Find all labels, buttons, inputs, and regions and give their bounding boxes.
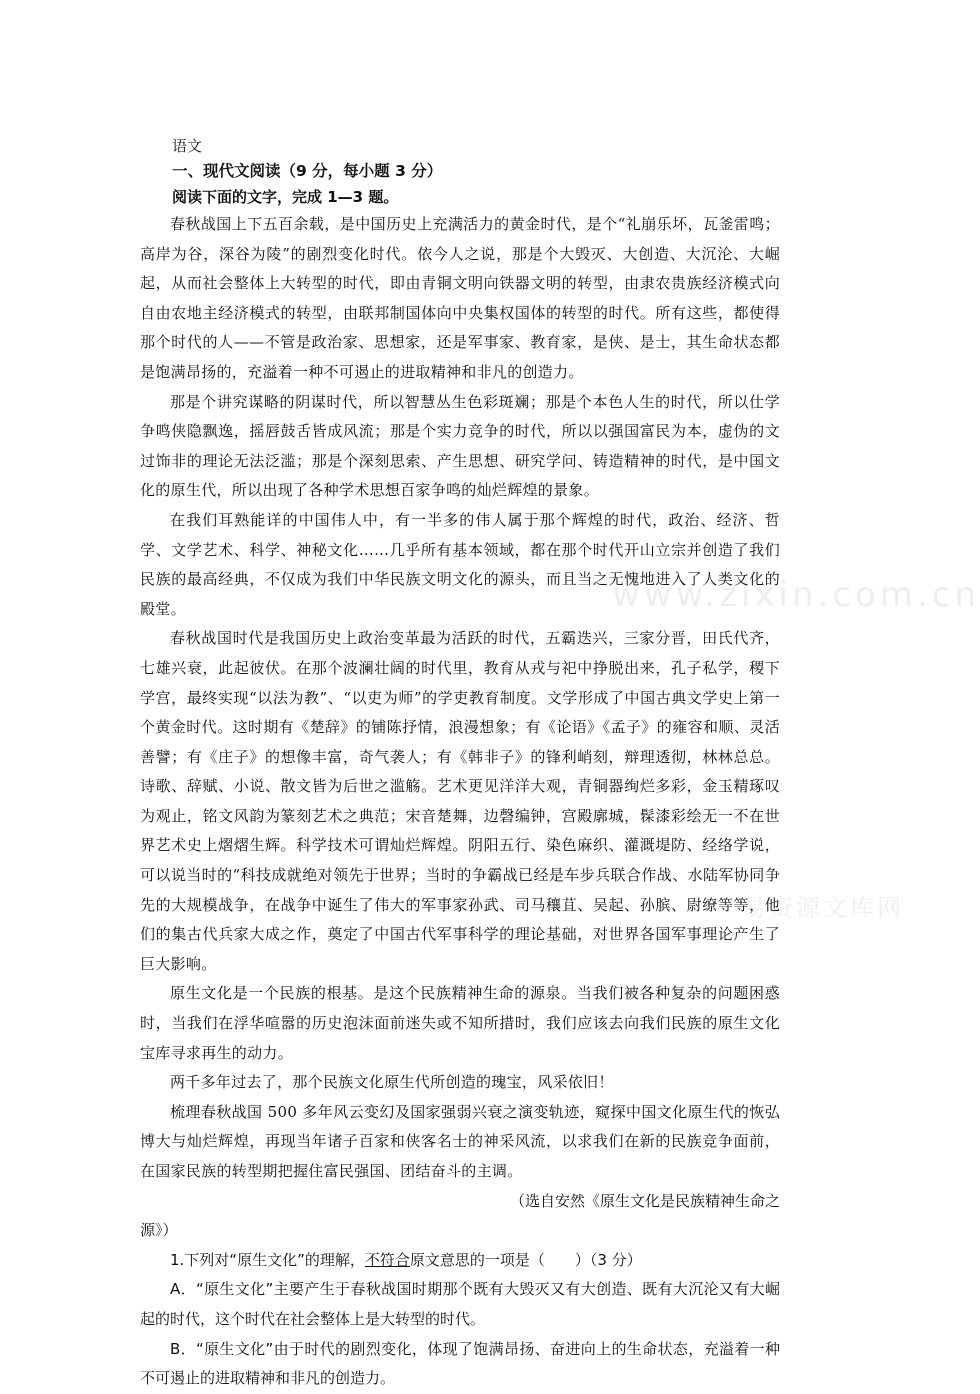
article-paragraph-5: 原生文化是一个民族的根基。是这个民族精神生命的源泉。当我们被各种复杂的问题困惑时，当我们在浮华喧嚣的历史泡沫面前迷失或不知所措时，我们应该去向我们民族的原生文化宝库寻求再生的动力。	[140, 984, 780, 1062]
article-paragraph-1: 春秋战国上下五百余载，是中国历史上充满活力的黄金时代，是个“礼崩乐坏，瓦釜雷鸣；高岸为谷，深谷为陵”的剧烈变化时代。依今人之说，那是个大毁灭、大创造、大沉沦、大崛起，从而社会整体上大转型的时代，即由青铜文明向铁器文明的转型，由隶农贵族经济模式向自由农地主经济模式的转型，由联邦制国体向中央集权国体的转型的时代。所有这些，都使得那个时代的人——不管是政治家、思想家，还是军事家、教育家，是侠、是士，其生命状态都是饱满昂扬的，充溢着一种不可遏止的进取精神和非凡的创造力。	[140, 215, 780, 381]
question-1-option-b: B．“原生文化”由于时代的剧烈变化，体现了饱满昂扬、奋进向上的生命状态，充溢着一种不可遏止的进取精神和非凡的创造力。	[140, 1339, 780, 1388]
article-paragraph-6: 两千多年过去了，那个民族文化原生代所创造的瑰宝，风采依旧！	[170, 1073, 614, 1092]
watermark-text: www.zixin.com.cn	[612, 575, 980, 615]
question-1-emphasis: 不符合	[364, 1250, 410, 1269]
article-paragraph-7: 梳理春秋战国 500 多年风云变幻及国家强弱兴衰之演变轨迹，窥探中国文化原生代的恢弘博大与灿烂辉煌，再现当年诸子百家和侠客名士的神采风流，以求我们在新的民族竞争面前，在国家民族的转型期把握住富民强国、团结奋斗的主调。	[140, 1102, 780, 1180]
question-1-stem-after: 原文意思的一项是（ ）（3 分）	[409, 1250, 642, 1269]
question-1-stem	[140, 1246, 780, 1276]
article-paragraph-2: 那是个讲究谋略的阴谋时代，所以智慧丛生色彩斑斓；那是个本色人生的时代，所以仕学争鸣侠隐飘逸，摇唇鼓舌皆成风流；那是个实力竞争的时代，所以以强国富民为本，虚伪的文过饰非的理论无法泛滥；那是个深刻思索、产生思想、研究学问、铸造精神的时代，是中国文化的原生代，所以出现了各种学术思想百家争鸣的灿烂辉煌的景象。	[140, 392, 780, 500]
question-1-option-a: A．“原生文化”主要产生于春秋战国时期那个既有大毁灭又有大创造、既有大沉沦又有大崛起的时代，这个时代在社会整体上是大转型的时代。	[140, 1280, 780, 1328]
subject-label: 语文	[172, 137, 203, 155]
article-paragraph-3: 在我们耳熟能详的中国伟人中，有一半多的伟人属于那个辉煌的时代，政治、经济、哲学、文学艺术、科学、神秘文化……几乎所有基本领域，都在那个时代开山立宗并创造了我们民族的最高经典，不仅成为我们中华民族文明文化的源头，而且当之无愧地进入了人类文化的殿堂。	[140, 510, 780, 618]
question-1-stem-before: 1.下列对“原生文化”的理解，	[170, 1250, 365, 1269]
reading-instruction: 阅读下面的文字，完成 1—3 题。	[172, 188, 399, 206]
watermark-text-secondary: 易资源文库网	[742, 894, 904, 922]
article-source: （选自安然《原生文化是民族精神生命之	[509, 1191, 780, 1210]
article-source-continued: 源》）	[140, 1221, 178, 1240]
document-page	[140, 134, 780, 1394]
article-paragraph-4: 春秋战国时代是我国历史上政治变革最为活跃的时代，五霸迭兴，三家分晋，田氏代齐，七雄兴衰，此起彼伏。在那个波澜壮阔的时代里，教育从戎与祀中挣脱出来，孔子私学，稷下学宫，最终实现“以法为教”、“以吏为师”的学吏教育制度。文学形成了中国古典文学史上第一个黄金时代。这时期有《楚辞》的铺陈抒情，浪漫想象；有《论语》《孟子》的雍容和顺、灵活善譬；有《庄子》的想像丰富，奇气袭人；有《韩非子》的锋利峭刻，辩理透彻，林林总总。诗歌、辞赋、小说、散文皆为后世之滥觞。艺术更见洋洋大观，青铜器绚烂多彩，金玉精琢叹为观止，铭文风韵为篆刻艺术之典范；宋音楚舞，边磬编钟，宫殿廓城，髹漆彩绘无一不在世界艺术史上熠熠生辉。科学技术可谓灿烂辉煌。阴阳五行、染色麻织、灌溉堤防、经络学说，可以说当时的“科技成就绝对领先于世界；当时的争霸战已经是车步兵联合作战、水陆军协同争先的大规模战争，在战争中诞生了伟大的军事家孙武、司马穰苴、吴起、孙膑、尉缭等等，他们的集古代兵家大成之作，奠定了中国古代军事科学的理论基础，对世界各国军事理论产生了巨大影响。	[140, 629, 780, 973]
section-title: 一、现代文阅读（9 分，每小题 3 分）	[172, 162, 443, 180]
